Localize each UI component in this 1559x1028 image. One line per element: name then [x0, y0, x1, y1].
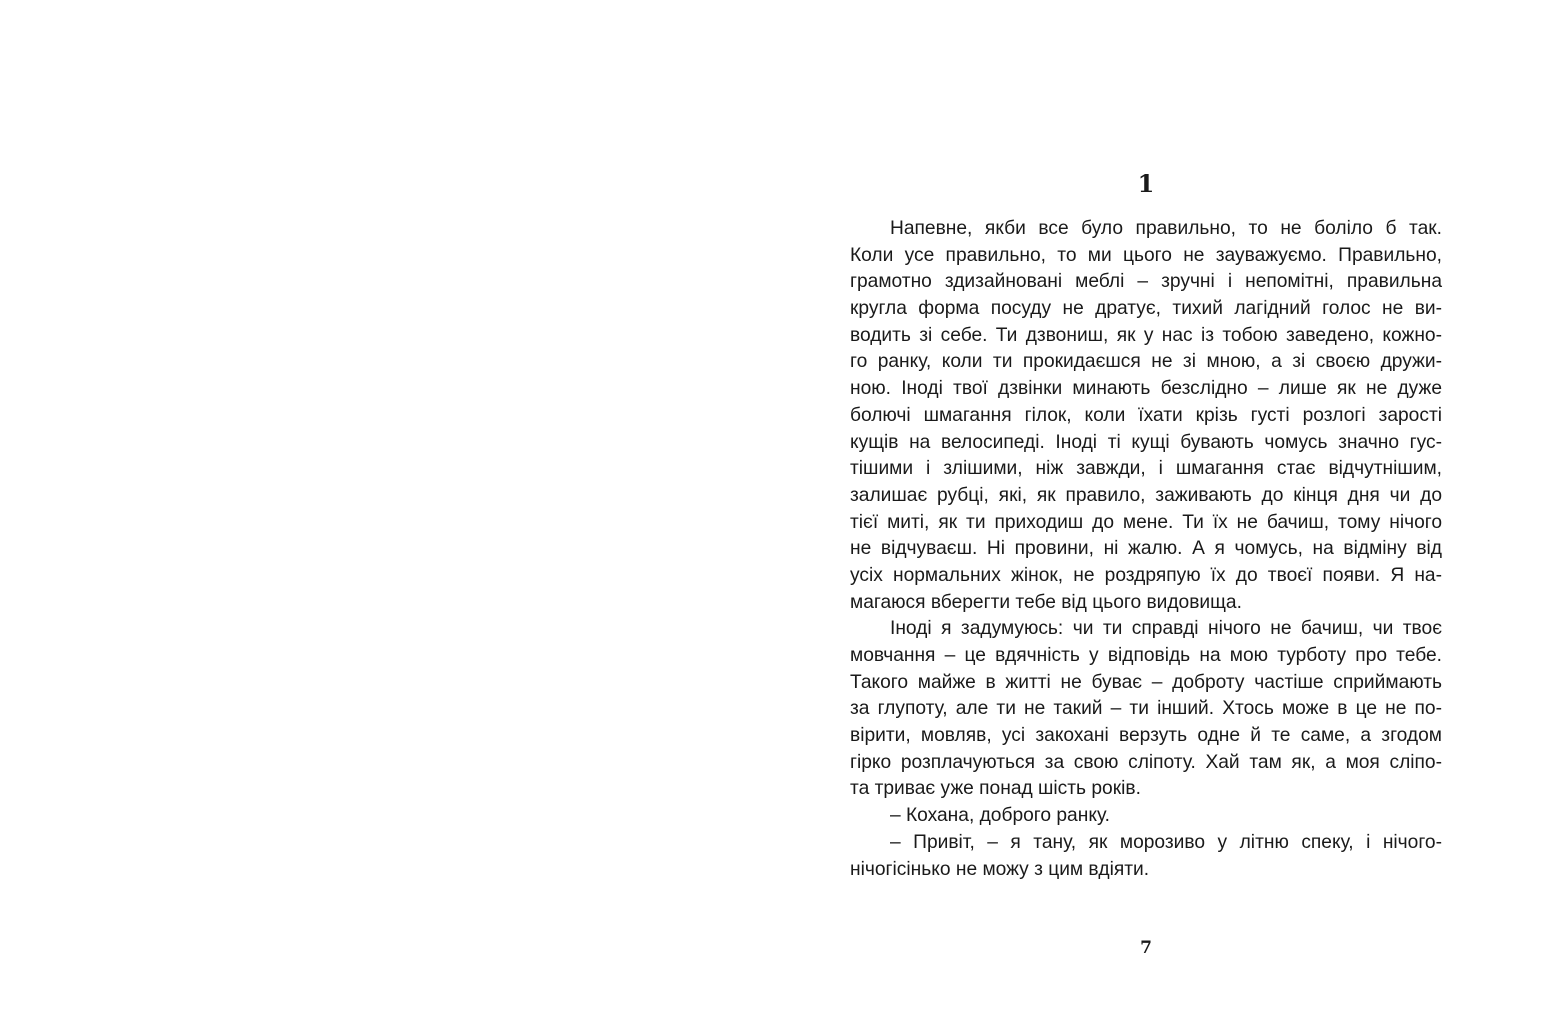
text-line: болючі шмагання гілок, коли їхати крізь густі розлогі зарості [850, 404, 1442, 426]
text-line: нічогісінько не можу з цим вдіяти. [850, 858, 1150, 880]
text-line: Такого майже в житті не буває – доброту частіше сприймають [850, 671, 1442, 693]
page-number: 7 [1140, 938, 1152, 958]
text-line: водить зі себе. Ти дзвониш, як у нас із тобою заведено, кожно- [850, 324, 1442, 346]
text-line: кущів на велосипеді. Іноді ті кущі бувають чомусь значно гус- [850, 431, 1442, 453]
text-line: Іноді я задумуюсь: чи ти справді нічого не бачиш, чи твоє [890, 618, 1442, 640]
text-line: Напевне, якби все було правильно, то не боліло б так. [890, 218, 1442, 239]
text-line: гірко розплачуються за свою сліпоту. Хай там як, а моя сліпо- [850, 751, 1442, 773]
text-line: не відчуваєш. Ні провини, ні жалю. А я чомусь, на відміну від [850, 538, 1442, 560]
text-line: за глупоту, але ти не такий – ти інший. Хтось може в це не по- [850, 698, 1442, 720]
text-line: тієї миті, як ти приходиш до мене. Ти їх не бачиш, тому нічого [850, 511, 1442, 533]
text-line: тішими і злішими, ніж завжди, і шмагання стає відчутнішим, [850, 458, 1442, 480]
text-line: залишає рубці, які, як правило, заживають до кінця дня чи до [850, 484, 1442, 506]
text-line: – Кохана, доброго ранку. [890, 805, 1110, 827]
text-line: ною. Іноді твої дзвінки минають безслідно – лише як не дуже [850, 378, 1442, 400]
text-line: вірити, мовляв, усі закохані верзуть одне й те саме, а згодом [850, 725, 1442, 747]
text-line: грамотно здизайновані меблі – зручні і непомітні, правильна [850, 271, 1442, 293]
chapter-number: 1 [1137, 169, 1155, 198]
text-line: магаюся вберегти тебе від цього видовища. [850, 591, 1242, 613]
body-text [850, 216, 1442, 883]
text-line: Коли усе правильно, то ми цього не зауважуємо. Правильно, [850, 244, 1442, 266]
text-line: та триває уже понад шість років. [850, 778, 1141, 800]
text-line: го ранку, коли ти прокидаєшся не зі мною, а зі своєю дружи- [850, 351, 1442, 373]
text-line: кругла форма посуду не дратує, тихий лагідний голос не ви- [850, 298, 1442, 320]
text-line: усіх нормальних жінок, не роздряпую їх до твоєї появи. Я на- [850, 564, 1442, 586]
text-line: мовчання – це вдячність у відповідь на мою турботу про тебе. [850, 645, 1442, 666]
text-line: – Привіт, – я тану, як морозиво у літню спеку, і нічого- [890, 831, 1442, 853]
